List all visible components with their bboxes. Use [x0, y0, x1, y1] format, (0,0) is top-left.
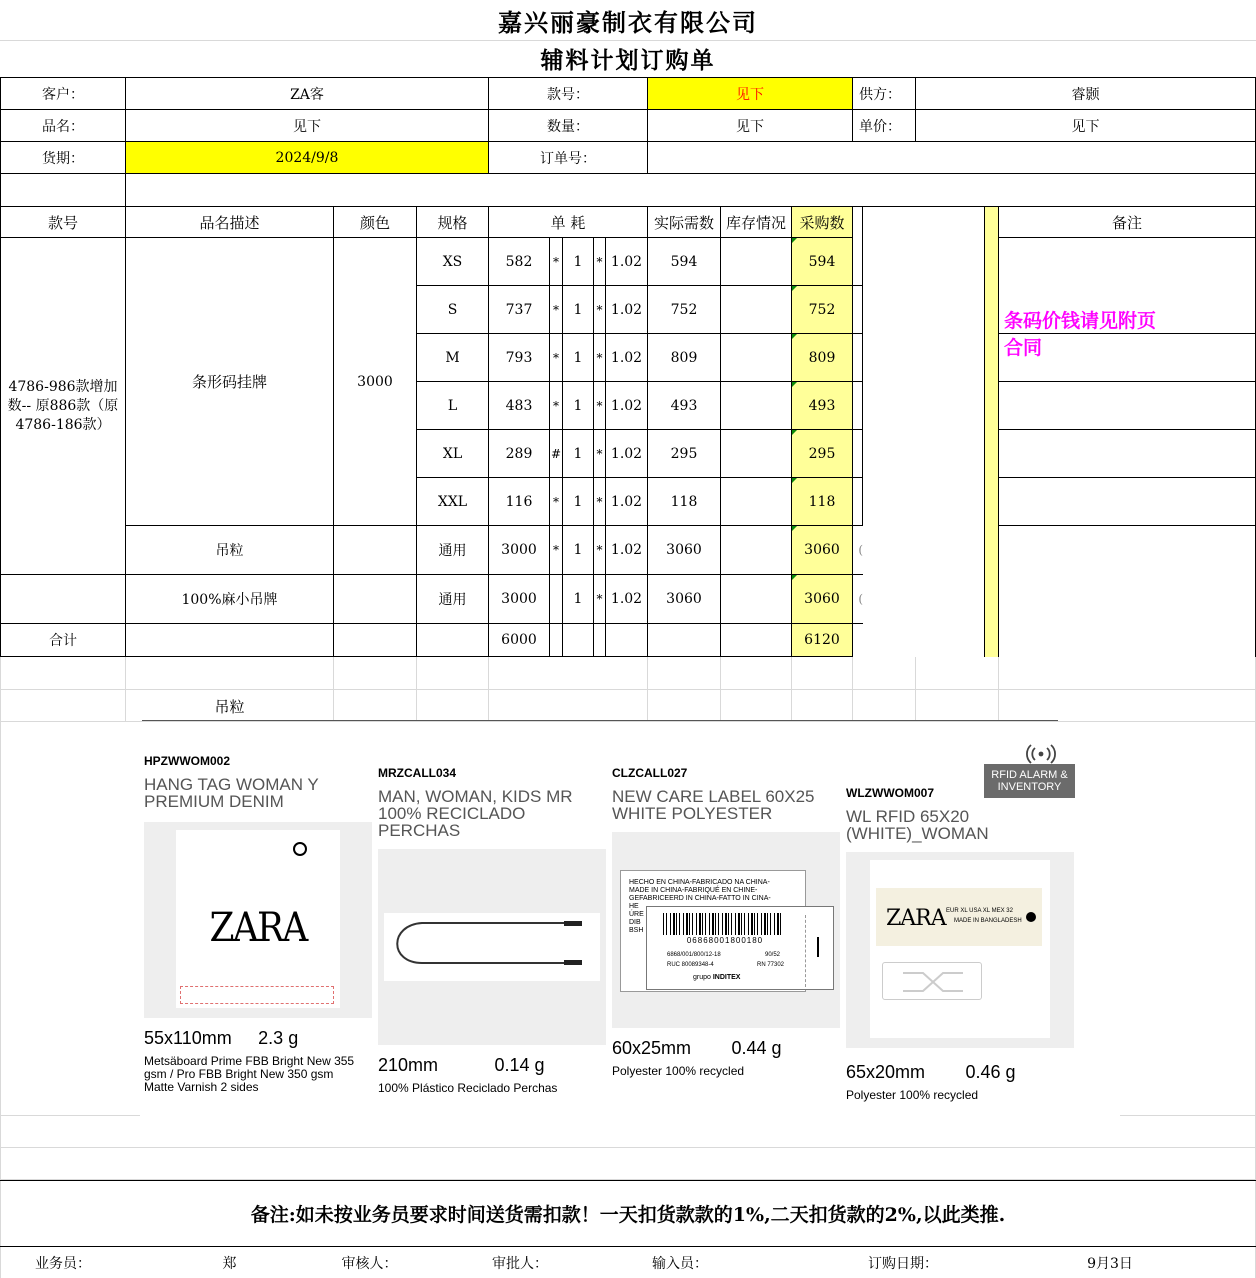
cell-purchase[interactable]	[791, 237, 853, 286]
grid-row	[0, 1147, 1256, 1180]
product-card	[612, 766, 842, 1078]
cell-qty: 3000	[488, 525, 550, 575]
barcode-bar	[728, 913, 729, 935]
grid-line	[416, 657, 417, 722]
footer-note: 备注:如未按业务员要求时间送货需扣款！一天扣货款款的1%,二天扣货款的2%,以此类推.	[0, 1180, 1256, 1247]
product-name: NEW CARE LABEL 60X25 WHITE POLYESTER	[612, 787, 815, 823]
comment-marker	[792, 334, 797, 339]
total-cell	[416, 623, 489, 657]
cell-qty: 483	[488, 381, 550, 430]
col-style-no: 款号	[0, 206, 126, 238]
barcode-bar	[744, 913, 745, 935]
cell-actual: 118	[647, 477, 721, 526]
barcode-bar	[673, 913, 675, 935]
order-value[interactable]	[647, 141, 1256, 174]
comment-marker	[792, 478, 797, 483]
cell-size: XL	[416, 429, 489, 478]
product-name: HANG TAG WOMAN Y PREMIUM DENIM	[144, 775, 319, 811]
product-image	[846, 852, 1074, 1048]
total-qty: 6000	[488, 623, 550, 657]
entry-value[interactable]	[720, 1247, 852, 1278]
cell-purchase[interactable]	[791, 381, 853, 430]
cell-qty: 793	[488, 333, 550, 382]
product-image	[612, 832, 840, 1028]
total-cell	[647, 623, 721, 657]
product-weight: 0.46 g	[965, 1062, 1016, 1082]
cell-stock	[720, 574, 792, 624]
cell-purchase[interactable]	[791, 477, 853, 526]
barcode-bar	[715, 913, 716, 935]
cell-op	[549, 574, 563, 624]
grid-line	[720, 657, 721, 722]
rfid-label-image	[870, 860, 1050, 1038]
cell-qty: 289	[488, 429, 550, 478]
reviewer-label: 审核人：	[341, 1255, 398, 1272]
cell-size: L	[416, 381, 489, 430]
care-ref: 6868/001/800/12-18	[667, 952, 721, 958]
group-item: 条形码挂牌	[125, 237, 334, 526]
spill-cell	[852, 333, 863, 382]
blank-cell	[0, 173, 126, 207]
cell-qty: 116	[488, 477, 550, 526]
barcode-bar	[676, 913, 677, 935]
product-card	[846, 786, 1078, 1102]
barcode-bar	[738, 913, 740, 935]
cell-op: *	[593, 237, 606, 286]
order-label: 订单号：	[488, 141, 648, 174]
barcode-bar	[683, 913, 684, 935]
cell-qty: 737	[488, 285, 550, 334]
cell-unit: 1	[562, 525, 594, 575]
group-style-text: 4786-986款增加数-- 原886款（原4786-186款）	[0, 237, 126, 575]
col-desc: 品名描述	[125, 206, 334, 238]
divider	[142, 720, 1058, 721]
barcode-bar	[767, 913, 768, 935]
total-cell	[333, 623, 417, 657]
cell-factor: 1.02	[605, 237, 648, 286]
grid-line	[488, 657, 489, 722]
purchase-text: 295	[808, 445, 836, 462]
cell-blank	[0, 525, 126, 575]
product-code: MRZCALL034	[378, 766, 457, 780]
spill-cell	[852, 429, 863, 478]
spill-cell	[852, 237, 863, 286]
cell-item: 吊粒	[125, 525, 334, 575]
cell-op: *	[549, 525, 563, 575]
spill-cell: (	[852, 525, 863, 575]
cell-op: *	[593, 285, 606, 334]
cell-purchase[interactable]	[791, 429, 853, 478]
barcode-bar	[757, 913, 758, 935]
below-label: 吊粒	[214, 697, 245, 716]
cell-actual: 493	[647, 381, 721, 430]
cell-stock[interactable]	[720, 477, 792, 526]
spill-cell	[852, 477, 863, 526]
customer-value[interactable]: ZA客	[125, 77, 489, 110]
barcode-bar	[705, 913, 706, 935]
cell-purchase[interactable]	[791, 525, 853, 575]
cell-op: *	[593, 574, 606, 624]
total-cell	[562, 623, 594, 657]
grid-line	[998, 657, 999, 722]
cell-actual: 3060	[647, 574, 721, 624]
cell-unit: 1	[562, 477, 594, 526]
barcode-bar	[712, 913, 714, 935]
cell-size: XS	[416, 237, 489, 286]
purchase-text: 3060	[804, 591, 840, 607]
barcode-bar	[663, 913, 664, 935]
rfid-antenna-icon	[882, 962, 982, 1000]
care-text: GEFABRICEERD IN CHINA-FATTO IN CINA-	[629, 895, 771, 902]
barcode-bar	[686, 913, 688, 935]
tag-strip	[180, 986, 334, 1004]
barcode-bar	[754, 913, 755, 935]
product-name: WL RFID 65X20 (WHITE)_WOMAN	[846, 807, 989, 843]
product-specs	[378, 1055, 608, 1076]
barcode-bar	[666, 913, 667, 935]
purchase-text: 493	[808, 397, 836, 414]
care-text: HE	[629, 903, 639, 910]
product-value[interactable]: 见下	[125, 109, 489, 142]
cell-unit: 1	[562, 333, 594, 382]
barcode-bar	[764, 913, 766, 935]
total-cell	[720, 623, 792, 657]
cell-op: *	[549, 333, 563, 382]
cell-op: *	[549, 477, 563, 526]
delivery-value[interactable]: 2024/9/8	[125, 141, 489, 174]
cell-op: *	[549, 285, 563, 334]
product-dim: 55x110mm	[144, 1028, 232, 1048]
barcode-bar	[731, 913, 732, 935]
barcode-bar	[777, 913, 779, 935]
care-text: ÚRE	[629, 911, 644, 918]
style-label: 款号：	[488, 77, 648, 110]
cell-actual: 809	[647, 333, 721, 382]
barcode-bar	[770, 913, 771, 935]
col-spec: 规格	[416, 206, 489, 238]
care-text: DIB	[629, 919, 641, 926]
col-purchase: 采购数	[791, 206, 853, 238]
hole-icon	[293, 842, 307, 856]
hang-tag-image	[176, 830, 340, 1008]
barcode-bar	[709, 913, 710, 935]
product-sheet	[140, 722, 1120, 1122]
label-mark	[817, 937, 819, 957]
comment-marker	[792, 430, 797, 435]
care-rn: RN 77302	[757, 962, 785, 968]
care-brand	[693, 974, 740, 981]
product-material: 100% Plástico Reciclado Perchas	[378, 1081, 558, 1095]
product-card	[144, 754, 374, 1094]
grid-row	[0, 657, 1256, 690]
company-name: 嘉兴丽豪制衣有限公司	[498, 7, 758, 37]
total-label: 合计	[0, 623, 126, 657]
care-ref: 90/52	[765, 952, 781, 958]
brand-name: INDITEX	[712, 974, 741, 981]
product-name: MAN, WOMAN, KIDS MR 100% RECICLADO PERCHAS	[378, 787, 573, 840]
cell-item: 100%麻小吊牌	[125, 574, 334, 624]
zara-logo: ZARA	[209, 905, 307, 951]
purchase-text: 3060	[804, 542, 840, 558]
comment-marker	[792, 382, 797, 387]
cell-actual: 295	[647, 429, 721, 478]
date-value[interactable]: 9月3日	[1087, 1255, 1133, 1272]
spill-cell	[852, 285, 863, 334]
cell-factor: 1.02	[605, 574, 648, 624]
product-specs	[846, 1062, 1078, 1083]
purchase-text: 809	[808, 349, 836, 366]
barcode-bar	[696, 913, 697, 935]
cell-actual: 3060	[647, 525, 721, 575]
product-weight: 0.14 g	[494, 1055, 545, 1075]
grid-line	[852, 657, 853, 722]
approver-value[interactable]	[562, 1247, 648, 1278]
product-specs	[612, 1038, 842, 1059]
cell-color	[333, 525, 417, 575]
barcode-bar	[699, 913, 701, 935]
cell-size: XXL	[416, 477, 489, 526]
care-text: BSH	[629, 927, 644, 934]
qty-label: 数量：	[488, 109, 648, 142]
barcode-bar	[718, 913, 719, 935]
barcode-bar	[702, 913, 703, 935]
rfid-size-text: EUR XL USA XL MEX 32	[946, 908, 1013, 914]
zara-logo: ZARA	[886, 906, 946, 931]
cell-purchase[interactable]	[791, 285, 853, 334]
rfid-badge: RFID ALARM & INVENTORY	[984, 764, 1075, 798]
barcode-bar	[735, 913, 736, 935]
purchase-text: 752	[808, 301, 836, 318]
cell-purchase[interactable]	[791, 333, 853, 382]
brand-small: grupo	[693, 974, 711, 981]
product-specs	[144, 1028, 374, 1049]
cell-factor: 1.02	[605, 333, 648, 382]
product-dim: 210mm	[378, 1055, 439, 1075]
product-material: Metsäboard Prime FBB Bright New 355 gsm / Pro FBB Bright New 350 gsm Matte Varnish 2 sides	[144, 1054, 355, 1094]
cell-factor: 1.02	[605, 477, 648, 526]
style-value[interactable]: 见下	[647, 77, 853, 110]
price-label: 单价：	[852, 109, 916, 142]
grid-line	[915, 657, 916, 722]
price-value[interactable]: 见下	[915, 109, 1256, 142]
cell-factor: 1.02	[605, 429, 648, 478]
product-code: CLZCALL027	[612, 766, 688, 780]
cell-size: M	[416, 333, 489, 382]
product-code: HPZWWOM002	[144, 754, 231, 768]
cell-unit: 1	[562, 285, 594, 334]
purchase-text: 118	[808, 493, 836, 510]
col-usage: 单 耗	[488, 206, 648, 238]
supplier-value[interactable]: 睿颢	[915, 77, 1256, 110]
barcode-bar	[780, 913, 781, 935]
col-color: 颜色	[333, 206, 417, 238]
cell-actual: 752	[647, 285, 721, 334]
yellow-strip	[984, 237, 999, 657]
cell-stock[interactable]	[720, 285, 792, 334]
product-weight: 2.3 g	[258, 1028, 299, 1048]
product-material: Polyester 100% recycled	[846, 1088, 979, 1102]
care-text: HECHO EN CHINA-FABRICADO NA CHINA-	[629, 879, 770, 886]
barcode-bar	[689, 913, 690, 935]
grid-line	[791, 657, 792, 722]
barcode-bar	[774, 913, 775, 935]
barcode-bars	[663, 913, 785, 935]
cell-op: *	[549, 237, 563, 286]
col-actual: 实际需数	[647, 206, 721, 238]
remark-column	[998, 237, 1256, 657]
barcode-number: 06868001800180	[686, 936, 764, 945]
cell-unit: 1	[562, 429, 594, 478]
barcode-bar	[679, 913, 680, 935]
cell-stock[interactable]	[720, 429, 792, 478]
cell-op: *	[593, 381, 606, 430]
cell-op: #	[549, 429, 563, 478]
cell-spec: 通用	[416, 525, 489, 575]
spill-cell: (	[852, 574, 863, 624]
cell-unit: 1	[562, 381, 594, 430]
cell-op: *	[593, 525, 606, 575]
product-image	[144, 822, 372, 1018]
care-text: MADE IN CHINA-FABRIQUÉ EN CHINE-	[629, 887, 758, 894]
salesman-label: 业务员：	[35, 1255, 91, 1272]
qty-value[interactable]: 见下	[647, 109, 853, 142]
grid-line	[647, 657, 648, 722]
document-title: 辅料计划订购单	[0, 40, 1256, 76]
cell-op: *	[593, 333, 606, 382]
product-dim: 60x25mm	[612, 1038, 692, 1058]
approver-label: 审批人：	[492, 1255, 548, 1272]
barcode-bar	[761, 913, 762, 935]
product-label: 品名：	[0, 109, 126, 142]
total-cell	[605, 623, 648, 657]
barcode-bar	[748, 913, 749, 935]
cell-stock	[720, 525, 792, 575]
total-cell	[549, 623, 563, 657]
barcode-bar	[722, 913, 723, 935]
product-material: Polyester 100% recycled	[612, 1064, 745, 1078]
cell-purchase[interactable]	[791, 574, 853, 624]
product-code: WLZWWOM007	[846, 786, 934, 800]
purchase-text: 594	[808, 253, 836, 270]
comment-marker	[792, 238, 797, 243]
remark-text: 条码价钱请见附页合同	[1004, 310, 1157, 359]
total-cell	[125, 623, 334, 657]
cell-size: S	[416, 285, 489, 334]
cell-op: *	[549, 381, 563, 430]
comment-marker	[792, 575, 797, 580]
cell-stock[interactable]	[720, 237, 792, 286]
comment-marker	[792, 526, 797, 531]
blank-cell	[125, 173, 1256, 207]
cell-stock[interactable]	[720, 381, 792, 430]
reviewer-value[interactable]	[405, 1247, 489, 1278]
total-purchase: 6120	[791, 623, 853, 657]
cell-unit: 1	[562, 237, 594, 286]
customer-label: 客户：	[0, 77, 126, 110]
product-image	[378, 849, 606, 1045]
spill-cell	[852, 381, 863, 430]
yellow-strip	[984, 206, 999, 238]
barcode-bar	[725, 913, 727, 935]
cell-qty: 3000	[488, 574, 550, 624]
care-label-front	[646, 906, 834, 990]
cell-unit: 1	[562, 574, 594, 624]
cell-qty: 582	[488, 237, 550, 286]
comment-marker	[792, 286, 797, 291]
delivery-label: 货期：	[0, 141, 126, 174]
care-ruc: RUC 80089348-4	[667, 962, 714, 968]
barcode-bar	[670, 913, 671, 935]
cell-actual: 594	[647, 237, 721, 286]
col-remark: 备注	[998, 206, 1256, 238]
barcode-bar	[741, 913, 742, 935]
cell-factor: 1.02	[605, 525, 648, 575]
product-weight: 0.44 g	[731, 1038, 782, 1058]
cell-op: *	[593, 477, 606, 526]
spill-cell	[852, 206, 863, 238]
barcode-bar	[751, 913, 753, 935]
cell-blank	[0, 574, 126, 624]
rfid-strip	[876, 888, 1042, 946]
cell-factor: 1.02	[605, 381, 648, 430]
group-color: 3000	[333, 237, 417, 526]
remark-note	[1004, 308, 1164, 362]
cell-color	[333, 574, 417, 624]
supplier-label: 供方：	[852, 77, 916, 110]
salesman-value[interactable]: 郑	[222, 1255, 237, 1272]
entry-label: 输入员：	[652, 1255, 708, 1272]
cell-op: *	[593, 429, 606, 478]
dot-icon	[1026, 912, 1036, 922]
product-card	[378, 766, 608, 1095]
date-label: 订购日期：	[868, 1255, 938, 1272]
barcode-icon	[663, 913, 785, 935]
product-dim: 65x20mm	[846, 1062, 926, 1082]
perforation	[805, 915, 806, 987]
barcode-bar	[692, 913, 693, 935]
hanger-image	[384, 913, 600, 981]
rfid-origin-text: MADE IN BANGLADESH	[954, 918, 1022, 924]
cell-spec: 通用	[416, 574, 489, 624]
cell-stock[interactable]	[720, 333, 792, 382]
col-stock: 库存情况	[720, 206, 792, 238]
cell-factor: 1.02	[605, 285, 648, 334]
